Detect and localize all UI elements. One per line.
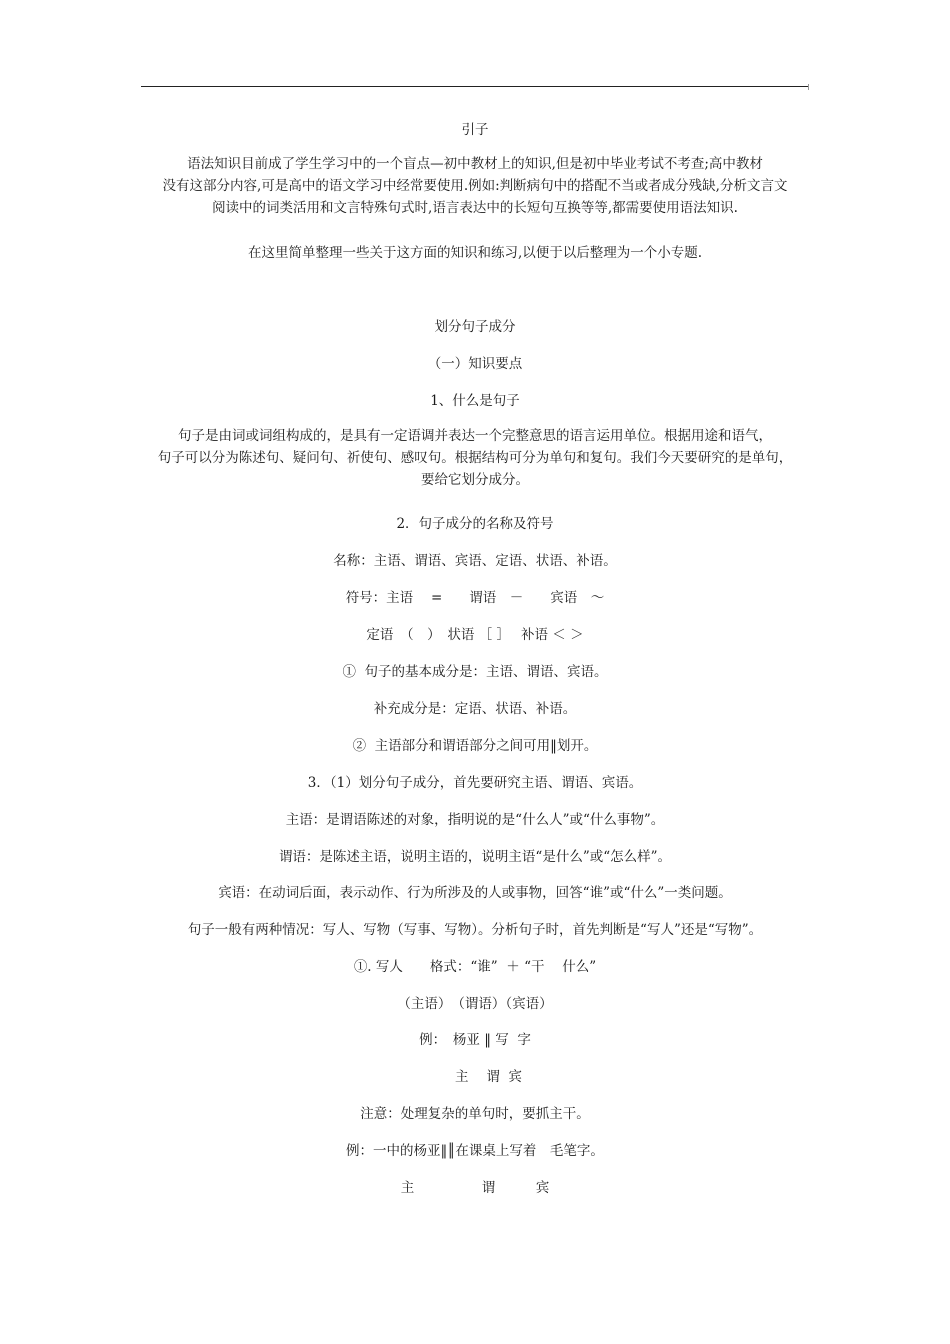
note-line: 注意：处理复杂的单句时，要抓主干。	[360, 1106, 590, 1122]
example-2-roles: 主 谓 宾	[400, 1180, 550, 1196]
section-title: 划分句子成分	[434, 319, 516, 335]
section-subtitle: （一）知识要点	[427, 356, 523, 372]
supplementary-components: 补充成分是：定语、状语、补语。	[373, 701, 577, 717]
q1-paragraph-line-2: 句子可以分为陈述句、疑问句、祈使句、感叹句。根据结构可分为单句和复句。我们今天要研究的是单句，	[157, 450, 793, 466]
subject-definition: 主语：是谓语陈述的对象，指明说的是“什么人”或“什么事物”。	[285, 812, 665, 828]
intro-paragraph-2: 在这里简单整理一些关于这方面的知识和练习,以便于以后整理为一个小专题.	[247, 245, 703, 261]
format-roles: （主语） （谓语）（宾语）	[397, 996, 553, 1012]
intro-paragraph-1-line-1: 语法知识目前成了学生学习中的一个盲点—初中教材上的知识,但是初中毕业考试不考查;高中教材	[187, 156, 763, 172]
q2-heading: 2．句子成分的名称及符号	[396, 516, 554, 532]
example-2: 例：一中的杨亚‖║在课桌上写着 毛笔字。	[346, 1143, 604, 1159]
names-line: 名称：主语、谓语、宾语、定语、状语、补语。	[333, 553, 617, 569]
q1-heading: 1、什么是句子	[430, 393, 520, 409]
example-1-roles: 主 谓 宾	[428, 1069, 522, 1085]
intro-paragraph-1-line-3: 阅读中的词类活用和文言特殊句式时,语言表达中的长短句互换等等,都需要使用语法知识.	[212, 200, 738, 216]
example-1: 例： 杨亚 ‖ 写 字	[419, 1032, 531, 1048]
symbols-line-1: 符号：主语 = 谓语 － 宾语 ～	[345, 590, 605, 606]
symbols-line-2: 定语 （ ） 状语 ［ ］ 补语 ＜ ＞	[366, 627, 584, 643]
basic-components: ① 句子的基本成分是：主语、谓语、宾语。	[342, 664, 608, 680]
q3-heading: 3．（1）划分句子成分，首先要研究主语、谓语、宾语。	[307, 775, 643, 791]
predicate-definition: 谓语：是陈述主语，说明主语的，说明主语“是什么”或“怎么样”。	[278, 849, 672, 865]
header-rule-tick	[808, 84, 809, 90]
object-definition: 宾语：在动词后面，表示动作、行为所涉及的人或事物，回答“谁”或“什么”一类问题。	[218, 885, 732, 901]
intro-title: 引子	[461, 122, 489, 138]
divider-note: ② 主语部分和谓语部分之间可用‖划开。	[352, 738, 598, 754]
intro-paragraph-1-line-2: 没有这部分内容,可是高中的语文学习中经常要使用.例如:判断病句中的搭配不当或者成分残缺,分析文言文	[162, 178, 788, 194]
q1-paragraph-line-3: 要给它划分成分。	[421, 472, 529, 488]
header-rule	[141, 86, 809, 87]
q1-paragraph	[141, 425, 809, 491]
intro-paragraph-1	[141, 153, 809, 219]
q1-paragraph-line-1: 句子是由词或词组构成的，是具有一定语调并表达一个完整意思的语言运用单位。根据用途和语气，	[178, 428, 772, 444]
format-line: ①. 写人 格式：“谁” ＋ “干 什么”	[353, 959, 597, 975]
two-cases: 句子一般有两种情况：写人、写物（写事、写物）。分析句子时，首先判断是“写人”还是“写物”。	[187, 922, 763, 938]
